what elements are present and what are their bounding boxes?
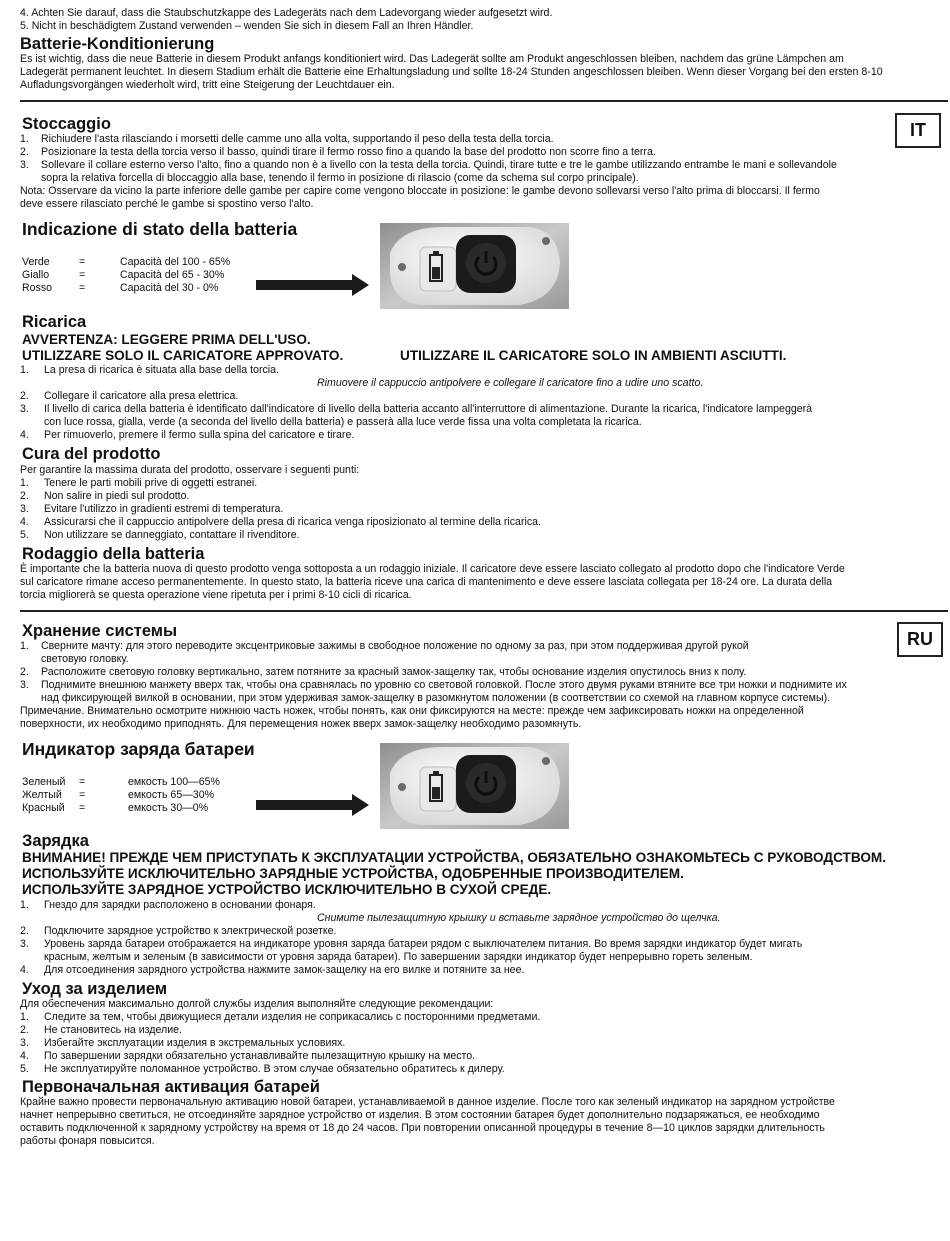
ru-runin-title: Первоначальная активация батарей xyxy=(22,1078,320,1096)
language-badge-ru: RU xyxy=(897,622,943,657)
it-battery-capacity: Capacità del 30 - 0% xyxy=(120,282,219,294)
it-charge-num: 4. xyxy=(20,429,29,441)
it-charge-num: 2. xyxy=(20,390,29,402)
ru-charge-item: красным, желтым и зеленым (в зависимости от уровня заряда батареи). По завершении зарядки индикатор будет непрерывно гореть зеленым. xyxy=(44,951,753,963)
it-storage-item: Sollevare il collare esterno verso l'alto, fino a quando non è a livello con la testa della torcia. Quindi, tirare tutte e tre le gambe utilizzando entrambe le mani e sollevandole xyxy=(41,159,837,171)
ru-battery-eq: = xyxy=(79,802,86,814)
ru-care-num: 4. xyxy=(20,1050,29,1062)
ru-care-item: Следите за тем, чтобы движущиеся детали изделия не соприкасались с посторонними предметами. xyxy=(44,1011,541,1023)
it-charge-item: Per rimuoverlo, premere il fermo sulla spina del caricatore e tirare. xyxy=(44,429,355,441)
it-battery-color: Giallo xyxy=(22,269,50,281)
ru-care-num: 1. xyxy=(20,1011,29,1023)
ru-storage-item: Поднимите внешнюю манжету вверх так, чтобы она сравнялась по уровню со световой головкой. После этого двумя руками втяните все три ножки и поднимите их xyxy=(41,679,847,691)
ru-storage-item: световую головку. xyxy=(41,653,129,665)
it-runin-line: sul caricatore rimane acceso permanentemente. In questo stato, la batteria riceve una carica di mantenimento e deve essere lasciata collegata per 18-24 ore. La durata della xyxy=(20,576,833,588)
de-conditioning-title: Batterie-Konditionierung xyxy=(20,35,215,53)
it-battery-capacity: Capacità del 100 - 65% xyxy=(120,256,231,268)
ru-care-title: Уход за изделием xyxy=(22,980,168,998)
it-runin-title: Rodaggio della batteria xyxy=(22,545,205,563)
it-storage-num: 2. xyxy=(20,146,29,158)
ru-warning: ИСПОЛЬЗУЙТЕ ЗАРЯДНОЕ УСТРОЙСТВО ИСКЛЮЧИТЕЛЬНО В СУХОЙ СРЕДЕ. xyxy=(22,882,552,897)
it-care-num: 3. xyxy=(20,503,29,515)
it-care-num: 2. xyxy=(20,490,29,502)
it-care-num: 1. xyxy=(20,477,29,489)
ru-battery-eq: = xyxy=(79,776,86,788)
ru-storage-num: 2. xyxy=(20,666,29,678)
ru-care-item: По завершении зарядки обязательно устанавливайте пылезащитную крышку на место. xyxy=(44,1050,476,1062)
de-conditioning-line: Es ist wichtig, dass die neue Batterie in diesem Produkt anfangs konditioniert wird. Das Ladegerät sollte am Produkt angeschlossen bleiben, nachdem das grüne Lämpchen am xyxy=(20,53,844,65)
arrow-right-icon xyxy=(256,274,370,296)
ru-battery-eq: = xyxy=(79,789,86,801)
ru-charge-item: Уровень заряда батареи отображается на индикаторе уровня заряда батареи рядом с выключателем питания. Во время зарядки индикатор будет мигать xyxy=(44,938,803,950)
ru-storage-num: 1. xyxy=(20,640,29,652)
it-battery-eq: = xyxy=(79,256,86,268)
battery-indicator-photo xyxy=(380,743,569,829)
it-care-item: Assicurarsi che il cappuccio antipolvere della presa di ricarica venga riposizionato al termine della ricarica. xyxy=(44,516,541,528)
ru-runin-line: Крайне важно провести первоначальную активацию новой батареи, устанавливаемой в данное изделие. После того как зеленый индикатор на зарядном устройстве xyxy=(20,1096,835,1108)
it-charge-num: 3. xyxy=(20,403,29,415)
ru-charge-item: Для отсоединения зарядного устройства нажмите замок-защелку на его вилке и потяните за нее. xyxy=(44,964,525,976)
ru-care-num: 5. xyxy=(20,1063,29,1075)
it-warning: UTILIZZARE IL CARICATORE SOLO IN AMBIENTI ASCIUTTI. xyxy=(400,348,787,363)
it-battery-title: Indicazione di stato della batteria xyxy=(22,219,298,239)
it-care-num: 5. xyxy=(20,529,29,541)
it-charge-item: Collegare il caricatore alla presa elettrica. xyxy=(44,390,239,402)
ru-warning: ВНИМАНИЕ! ПРЕЖДЕ ЧЕМ ПРИСТУПАТЬ К ЭКСПЛУАТАЦИИ УСТРОЙСТВА, ОБЯЗАТЕЛЬНО ОЗНАКОМЬТЕСЬ С РУКОВОДСТВОМ. xyxy=(22,850,887,865)
ru-battery-title: Индикатор заряда батареи xyxy=(22,739,255,759)
ru-storage-item: Расположите световую головку вертикально, затем потяните за красный замок-защелку так, чтобы основание изделия опустилось вниз к полу. xyxy=(41,666,747,678)
ru-storage-item: над фиксирующей вилкой в основании, при этом удерживая замок-защелку в разомкнутом положении (в соответствии со схемой на главном корпусе системы). xyxy=(41,692,831,704)
it-care-item: Non salire in piedi sul prodotto. xyxy=(44,490,190,502)
ru-care-num: 3. xyxy=(20,1037,29,1049)
ru-care-item: Не эксплуатируйте поломанное устройство. В этом случае обязательно обратитесь к дилеру. xyxy=(44,1063,505,1075)
it-charge-item: La presa di ricarica è situata alla base della torcia. xyxy=(44,364,279,376)
ru-charge-italic: Снимите пылезащитную крышку и вставьте зарядное устройство до щелчка. xyxy=(317,912,721,924)
it-storage-item: Richiudere l'asta rilasciando i morsetti delle camme uno alla volta, supportando il peso della testa della torcia. xyxy=(41,133,554,145)
it-storage-note: Nota: Osservare da vicino la parte inferiore delle gambe per capire come vengono bloccate in posizione: le gambe devono sollevarsi verso l'alto prima di bloccarsi. Il fermo xyxy=(20,185,820,197)
ru-runin-line: работы фонаря повысится. xyxy=(20,1135,155,1147)
ru-charge-num: 1. xyxy=(20,899,29,911)
ru-charge-num: 4. xyxy=(20,964,29,976)
ru-storage-title: Хранение системы xyxy=(22,622,178,640)
it-warning: UTILIZZARE SOLO IL CARICATORE APPROVATO. xyxy=(22,348,344,363)
ru-runin-line: оставить подключенной к зарядному устройству на время от 18 до 24 часов. При повторении описанной процедуры в течение 8—10 циклов зарядки длительность xyxy=(20,1122,825,1134)
it-charge-title: Ricarica xyxy=(22,313,87,331)
it-storage-num: 1. xyxy=(20,133,29,145)
it-battery-color: Verde xyxy=(22,256,50,268)
it-charge-item: Il livello di carica della batteria è identificato dall'indicatore di livello della batteria accanto all'interruttore di alimentazione. Durante la ricarica, l'indicatore lampeggerà xyxy=(44,403,813,415)
it-storage-note: deve essere rilasciato perché le gambe si spostino verso l'alto. xyxy=(20,198,314,210)
ru-charge-item: Гнездо для зарядки расположено в основании фонаря. xyxy=(44,899,316,911)
it-runin-line: torcia migliorerà se questa operazione viene ripetuta per i primi 8-10 cicli di ricarica. xyxy=(20,589,412,601)
it-care-item: Non utilizzare se danneggiato, contattare il rivenditore. xyxy=(44,529,300,541)
it-battery-capacity: Capacità del 65 - 30% xyxy=(120,269,225,281)
it-battery-color: Rosso xyxy=(22,282,53,294)
de-item-5: 5. Nicht in beschädigtem Zustand verwenden – wenden Sie sich in diesem Fall an Ihren Händler. xyxy=(20,20,474,32)
ru-warning: ИСПОЛЬЗУЙТЕ ИСКЛЮЧИТЕЛЬНО ЗАРЯДНЫЕ УСТРОЙСТВА, ОДОБРЕННЫЕ ПРОИЗВОДИТЕЛЕМ. xyxy=(22,866,684,881)
de-conditioning-line: Ladegerät permanent leuchtet. In diesem Stadium erhält die Batterie eine Erhaltungsladung und sollte 18-24 Stunden angeschlossen bleiben. Wenn dieser Vorgang bei den ersten 8-10 xyxy=(20,66,883,78)
ru-care-intro: Для обеспечения максимально долгой службы изделия выполняйте следующие рекомендации: xyxy=(20,998,494,1010)
it-battery-eq: = xyxy=(79,282,86,294)
section-divider xyxy=(20,100,948,102)
battery-indicator-photo xyxy=(380,223,569,309)
de-item-4: 4. Achten Sie darauf, dass die Staubschutzkappe des Ladegeräts nach dem Ladevorgang wieder aufgesetzt wird. xyxy=(20,7,553,19)
it-storage-num: 3. xyxy=(20,159,29,171)
it-charge-num: 1. xyxy=(20,364,29,376)
ru-battery-color: Зеленый xyxy=(22,776,66,788)
it-care-num: 4. xyxy=(20,516,29,528)
ru-storage-item: Сверните мачту: для этого переводите эксцентриковые зажимы в свободное положение по одному за раз, при этом поддерживая другой рукой xyxy=(41,640,749,652)
it-care-item: Evitare l'utilizzo in gradienti estremi di temperatura. xyxy=(44,503,284,515)
language-badge-it: IT xyxy=(895,113,941,148)
section-divider xyxy=(20,610,948,612)
de-conditioning-line: Aufladungsvorgängen wiederholt wird, tritt eine Steigerung der Leuchtdauer ein. xyxy=(20,79,395,91)
ru-storage-note: поверхности, их необходимо приподнять. Для перемещения ножек вверх замок-защелку необходимо разомкнуть. xyxy=(20,718,582,730)
it-warning: AVVERTENZA: LEGGERE PRIMA DELL'USO. xyxy=(22,332,311,347)
ru-storage-num: 3. xyxy=(20,679,29,691)
ru-storage-note: Примечание. Внимательно осмотрите нижнюю часть ножек, чтобы понять, как они фиксируются на месте: прежде чем зафиксировать ножки на определенной xyxy=(20,705,804,717)
ru-charge-title: Зарядка xyxy=(22,832,89,850)
arrow-right-icon xyxy=(256,794,370,816)
ru-care-num: 2. xyxy=(20,1024,29,1036)
ru-battery-capacity: емкость 65—30% xyxy=(128,789,215,801)
it-storage-title: Stoccaggio xyxy=(22,115,111,133)
it-care-title: Cura del prodotto xyxy=(22,445,161,463)
ru-runin-line: начнет непрерывно светиться, не отсоединяйте зарядное устройство от изделия. В этом состоянии батарея будет дополнительно подзаряжаться, ее необходимо xyxy=(20,1109,820,1121)
it-battery-eq: = xyxy=(79,269,86,281)
ru-care-item: Избегайте эксплуатации изделия в экстремальных условиях. xyxy=(44,1037,346,1049)
ru-charge-num: 3. xyxy=(20,938,29,950)
it-charge-item: con luce rossa, gialla, verde (a seconda del livello della batteria) e passerà alla luce verde fissa una volta completata la ricarica. xyxy=(44,416,642,428)
it-storage-item: Posizionare la testa della torcia verso il basso, quindi tirare il fermo rosso fino a quando la base del prodotto non scorre fino a terra. xyxy=(41,146,656,158)
ru-battery-color: Красный xyxy=(22,802,65,814)
ru-battery-capacity: емкость 100—65% xyxy=(128,776,220,788)
it-care-intro: Per garantire la massima durata del prodotto, osservare i seguenti punti: xyxy=(20,464,360,476)
ru-battery-color: Желтый xyxy=(22,789,62,801)
ru-battery-capacity: емкость 30—0% xyxy=(128,802,209,814)
it-storage-item: sopra la relativa forcella di bloccaggio alla base, tenendo il fermo in posizione di rilascio (come da schema sul corpo principale). xyxy=(41,172,639,184)
ru-care-item: Не становитесь на изделие. xyxy=(44,1024,182,1036)
it-runin-line: È importante che la batteria nuova di questo prodotto venga sottoposta a un rodaggio iniziale. Il caricatore deve essere lasciato collegato al prodotto dopo che l'indicatore Verde xyxy=(20,563,845,575)
it-charge-italic: Rimuovere il cappuccio antipolvere e collegare il caricatore fino a udire uno scatto. xyxy=(317,377,704,389)
ru-charge-item: Подключите зарядное устройство к электрической розетке. xyxy=(44,925,337,937)
it-care-item: Tenere le parti mobili prive di oggetti estranei. xyxy=(44,477,258,489)
ru-charge-num: 2. xyxy=(20,925,29,937)
